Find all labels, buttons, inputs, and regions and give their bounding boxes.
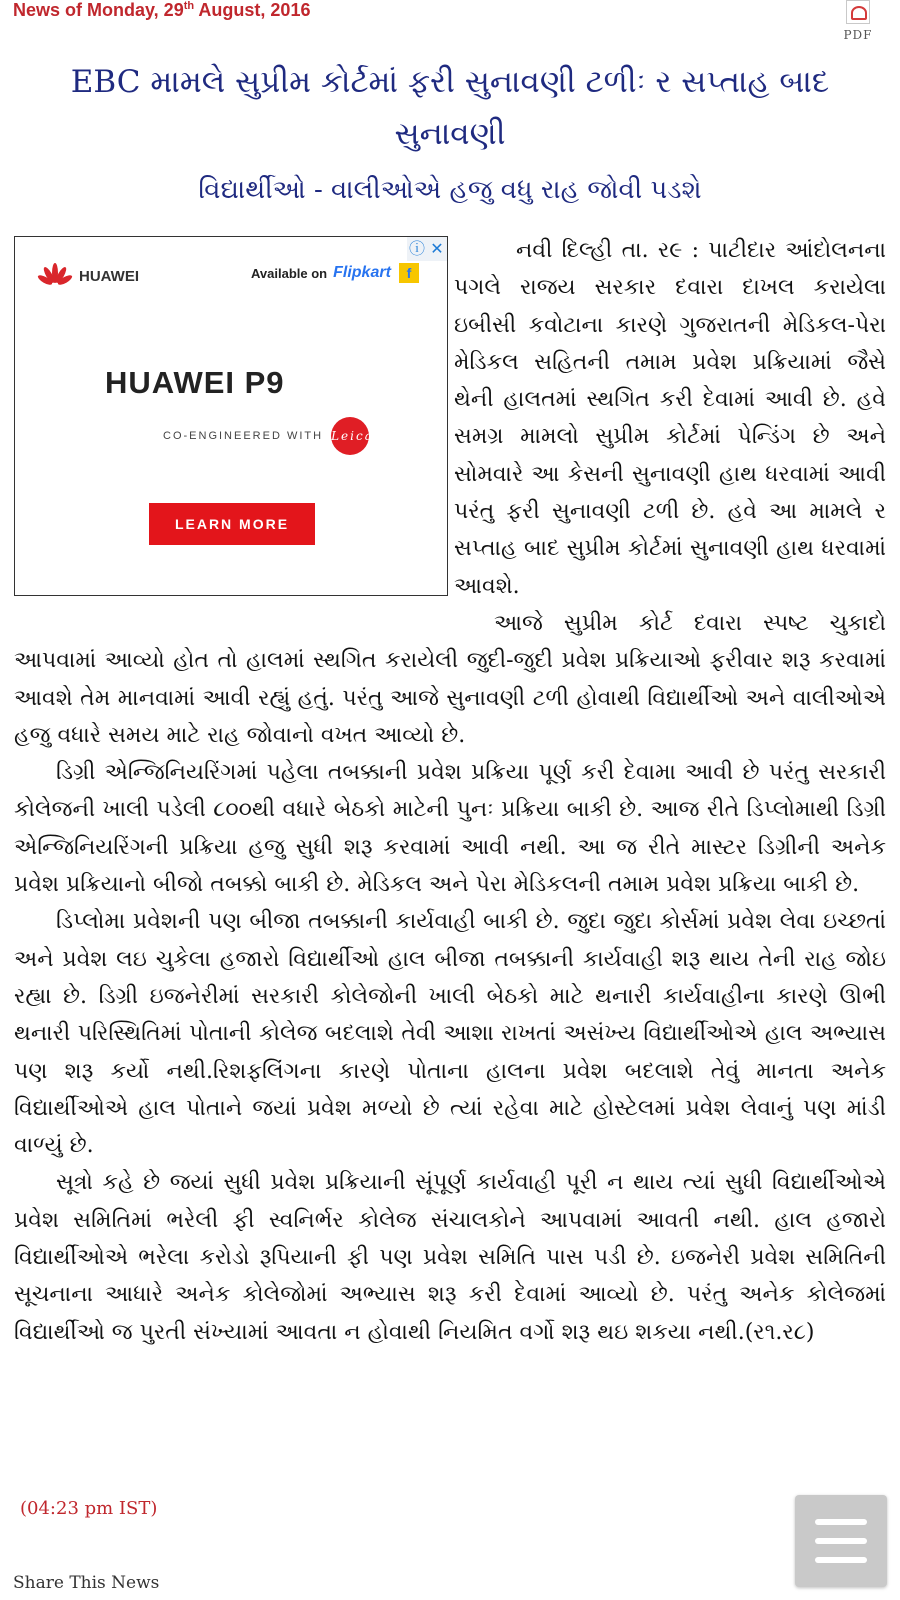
article-paragraph: સૂત્રો કહે છે જયાં સુધી પ્રવેશ પ્રક્રિયાની સૂંપૂર્ણ કાર્યવાહી પૂરી ન થાય ત્યાં સુધી વિદ્યાર્થીઓએ પ્રવેશ સમિતિમાં ભરેલી ફી સ્વનિર્ભર કોલેજ સંચાલકોને આપવામાં આવતી નથી. હાલ હજારો વિદ્યાર્થીઓએ ભરેલા કરોડો રૂપિયાની ફી પણ પ્રવેશ સમિતિ પાસ પડી છે. ઇજનેરી પ્રવેશ સમિતિની સૂચનાના આધારે અનેક કોલેજોમાં અભ્યાસ શરૂ કરી દેવામાં આવ્યો છે. પરંતુ અનેક કોલેજમાં વિદ્યાર્થીઓ જ પુરતી સંખ્યામાં આવતા ન હોવાથી નિયમિત વર્ગો શરૂ થઇ શકયા નથી.(ર૧.ર૮) xyxy=(14,1170,886,1345)
availability xyxy=(251,263,419,283)
pdf-button[interactable] xyxy=(838,0,878,42)
article-paragraph: આજે સુપ્રીમ કોર્ટ દવારા સ્પષ્ટ ચુકાદો આપવામાં આવ્યો હોત તો હાલમાં સ્થગિત કરાયેલી જુદી-જુદી પ્રવેશ પ્રક્રિયાઓ ફરીવાર શરૂ કરવામાં આવશે તેમ માનવામાં આવી રહ્યું હતું. પરંતુ આજે સુનાવણી ટળી હોવાથી વિદ્યાર્થીઓ અને વાલીઓએ હજુ વધારે સમય માટે રાહ જોવાનો વખત આવ્યો છે. xyxy=(14,610,886,748)
available-on-label: Available on xyxy=(251,265,328,281)
pdf-icon xyxy=(846,0,870,24)
ad-info-icon[interactable]: ⓘ xyxy=(408,239,425,258)
huawei-brand-label: HUAWEI xyxy=(79,267,139,285)
ad-controls xyxy=(407,237,447,261)
share-this-news-link[interactable]: Share This News xyxy=(13,1573,160,1593)
flipkart-bag-icon: f xyxy=(399,263,419,283)
product-name: HUAWEI P9 xyxy=(105,365,285,400)
article-paragraph: ડિગ્રી એન્જિનિયરિંગમાં પહેલા તબક્કાની પ્રવેશ પ્રક્રિયા પૂર્ણ કરી દેવામા આવી છે પરંતુ સરકારી કોલેજની ખાલી પડેલી ૮૦૦થી વધારે બેઠકો માટેની પુનઃ પ્રક્રિયા બાકી છે. આજ રીતે ડિપ્લોમાથી ડિગ્રી એન્જિનિયરિંગની પ્રક્રિયા હજુ સુધી શરૂ કરવામાં આવી નથી. આ જ રીતે માસ્ટર ડિગ્રીની અનેક પ્રવેશ પ્રક્રિયાનો બીજો તબક્કો બાકી છે. મેડિકલ અને પેરા મેડિકલની તમામ પ્રવેશ પ્રક્રિયા બાકી છે. xyxy=(14,760,886,898)
learn-more-button[interactable]: LEARN MORE xyxy=(149,503,315,545)
leica-logo: Leica xyxy=(331,417,369,455)
headline: EBC મામલે સુપ્રીમ કોર્ટમાં ફરી સુનાવણી ટળીઃ ર સપ્તાહ બાદ સુનાવણી xyxy=(70,64,830,152)
pdf-label: PDF xyxy=(843,28,873,42)
timestamp: (04:23 pm IST) xyxy=(20,1498,158,1519)
huawei-logo xyxy=(37,263,139,289)
advertisement[interactable] xyxy=(14,236,448,596)
news-date: News of Monday, 29th August, 2016 xyxy=(13,0,311,20)
flipkart-logo: Flipkart xyxy=(333,264,391,281)
hamburger-icon xyxy=(815,1519,867,1525)
co-engineered-tagline: CO-ENGINEERED WITH Leica xyxy=(163,417,369,455)
menu-button[interactable] xyxy=(795,1495,887,1587)
article-paragraph: નવી દિલ્હી તા. ર૯ : પાટીદાર આંદોલનના પગલે રાજય સરકાર દવારા દાખલ કરાયેલા ઇબીસી કવોટાના કારણે ગુજરાતની મેડિકલ-પેરા મેડિકલ સહિતની તમામ પ્રવેશ પ્રક્રિયામાં જૈસે થેની હાલતમાં સ્થગિત કરી દેવામાં આવી છે. હવે સમગ્ર મામલો સુપ્રીમ કોર્ટમાં પેન્ડિંગ છે અને સોમવારે આ કેસની સુનાવણી હાથ ધરવામાં આવી પરંતુ ફરી સુનાવણી ટળી છે. હવે આ મામલે ર સપ્તાહ બાદ સુપ્રીમ કોર્ટમાં સુનાવણી હાથ ધરવામાં આવશે. xyxy=(454,238,886,599)
subheadline: વિદ્યાર્થીઓ - વાલીઓએ હજુ વધુ રાહ જોવી પડશે xyxy=(198,175,702,205)
ad-close-icon[interactable]: ✕ xyxy=(430,239,444,258)
huawei-flower-icon xyxy=(37,263,73,289)
article-paragraph: ડિપ્લોમા પ્રવેશની પણ બીજા તબક્કાની કાર્યવાહી બાકી છે. જુદા જુદા કોર્સમાં પ્રવેશ લેવા ઇચ્છતાં અને પ્રવેશ લઇ ચુકેલા હજારો વિદ્યાર્થીઓ હાલ બીજા તબક્કાની કાર્યવાહી શરૂ થાય તેની રાહ જોઇ રહ્યા છે. ડિગ્રી ઇજનેરીમાં સરકારી કોલેજોની ખાલી બેઠકો માટે થનારી કાર્યવાહીના કારણે ઊભી થનારી પરિસ્થિતિમાં પોતાની કોલેજ બદલાશે તેવી આશા રાખતાં અસંખ્ય વિદ્યાર્થીઓએ હાલ અભ્યાસ પણ શરૂ કર્યો નથી.રિશફલિંગના કારણે પોતાના હાલના પ્રવેશ બદલાશે તેવું માનતા અનેક વિદ્યાર્થીઓએ હાલ પોતાને જયાં પ્રવેશ મળ્યો છે ત્યાં રહેવા માટે હોસ્ટેલમાં પ્રવેશ લેવાનું પણ માંડી વાળ્યું છે. xyxy=(14,909,886,1159)
